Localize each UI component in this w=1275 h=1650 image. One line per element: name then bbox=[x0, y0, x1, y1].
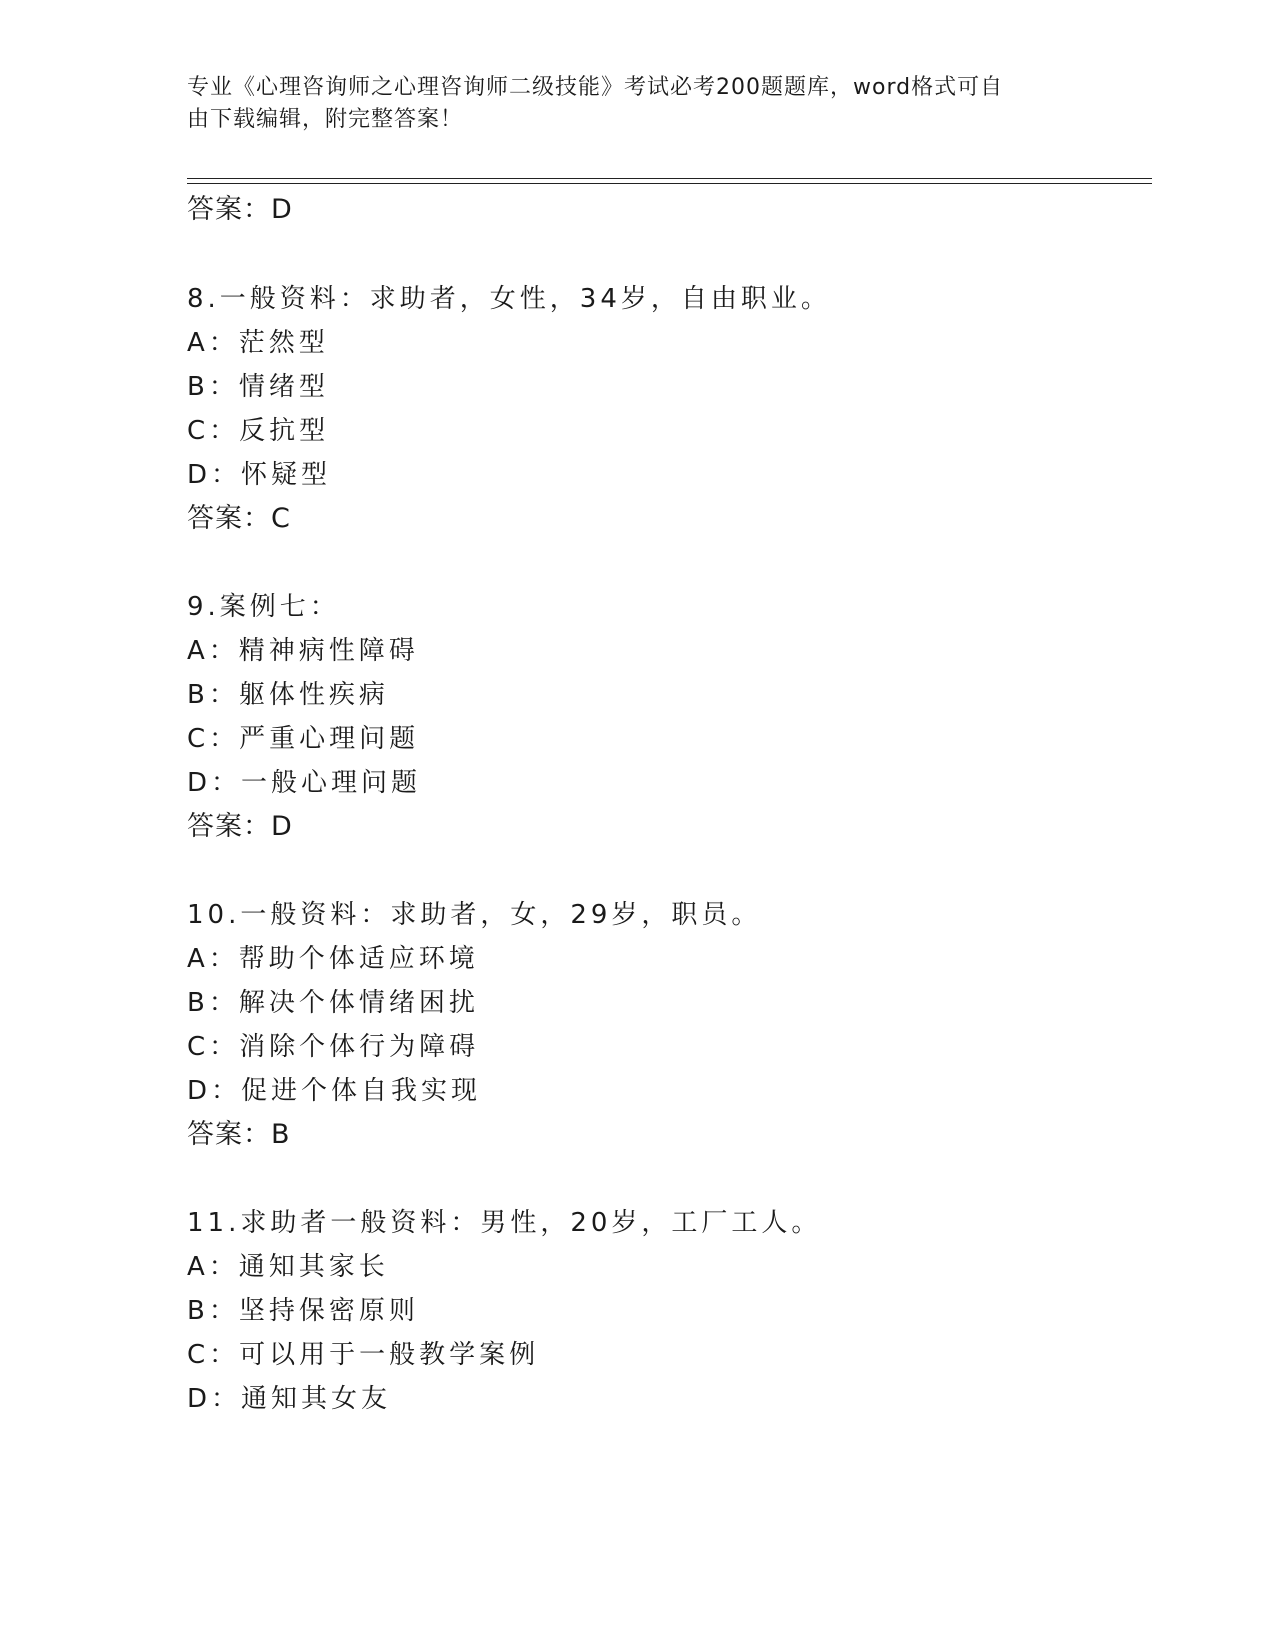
option-d: D：通知其女友 bbox=[187, 1384, 392, 1414]
option-a: A：茫然型 bbox=[187, 328, 329, 358]
header-line-2: 由下载编辑，附完整答案！ bbox=[187, 107, 464, 132]
header-divider-bottom bbox=[187, 183, 1152, 184]
answer-line: 答案：B bbox=[187, 1119, 291, 1150]
option-c: C：可以用于一般教学案例 bbox=[187, 1340, 540, 1370]
answer-line: 答案：D bbox=[187, 194, 293, 225]
option-d: D：促进个体自我实现 bbox=[187, 1076, 482, 1106]
option-c: C：反抗型 bbox=[187, 416, 330, 446]
option-d: D：一般心理问题 bbox=[187, 768, 422, 798]
question-stem: 11.求助者一般资料：男性，20岁，工厂工人。 bbox=[187, 1208, 822, 1238]
question-stem: 8.一般资料：求助者，女性，34岁，自由职业。 bbox=[187, 284, 831, 314]
option-a: A：帮助个体适应环境 bbox=[187, 944, 479, 974]
option-c: C：消除个体行为障碍 bbox=[187, 1032, 480, 1062]
option-b: B：解决个体情绪困扰 bbox=[187, 988, 479, 1018]
answer-line: 答案：C bbox=[187, 503, 291, 534]
option-a: A：通知其家长 bbox=[187, 1252, 389, 1282]
option-b: B：情绪型 bbox=[187, 372, 329, 402]
document-header bbox=[187, 72, 1067, 136]
option-b: B：躯体性疾病 bbox=[187, 680, 389, 710]
answer-line: 答案：D bbox=[187, 811, 293, 842]
question-stem: 10.一般资料：求助者，女，29岁，职员。 bbox=[187, 900, 762, 930]
option-c: C：严重心理问题 bbox=[187, 724, 420, 754]
option-d: D：怀疑型 bbox=[187, 460, 332, 490]
option-a: A：精神病性障碍 bbox=[187, 636, 419, 666]
question-stem: 9.案例七： bbox=[187, 592, 340, 622]
option-b: B：坚持保密原则 bbox=[187, 1296, 419, 1326]
header-line-1: 专业《心理咨询师之心理咨询师二级技能》考试必考200题题库，word格式可自 bbox=[187, 75, 1004, 100]
header-divider-top bbox=[187, 178, 1152, 179]
